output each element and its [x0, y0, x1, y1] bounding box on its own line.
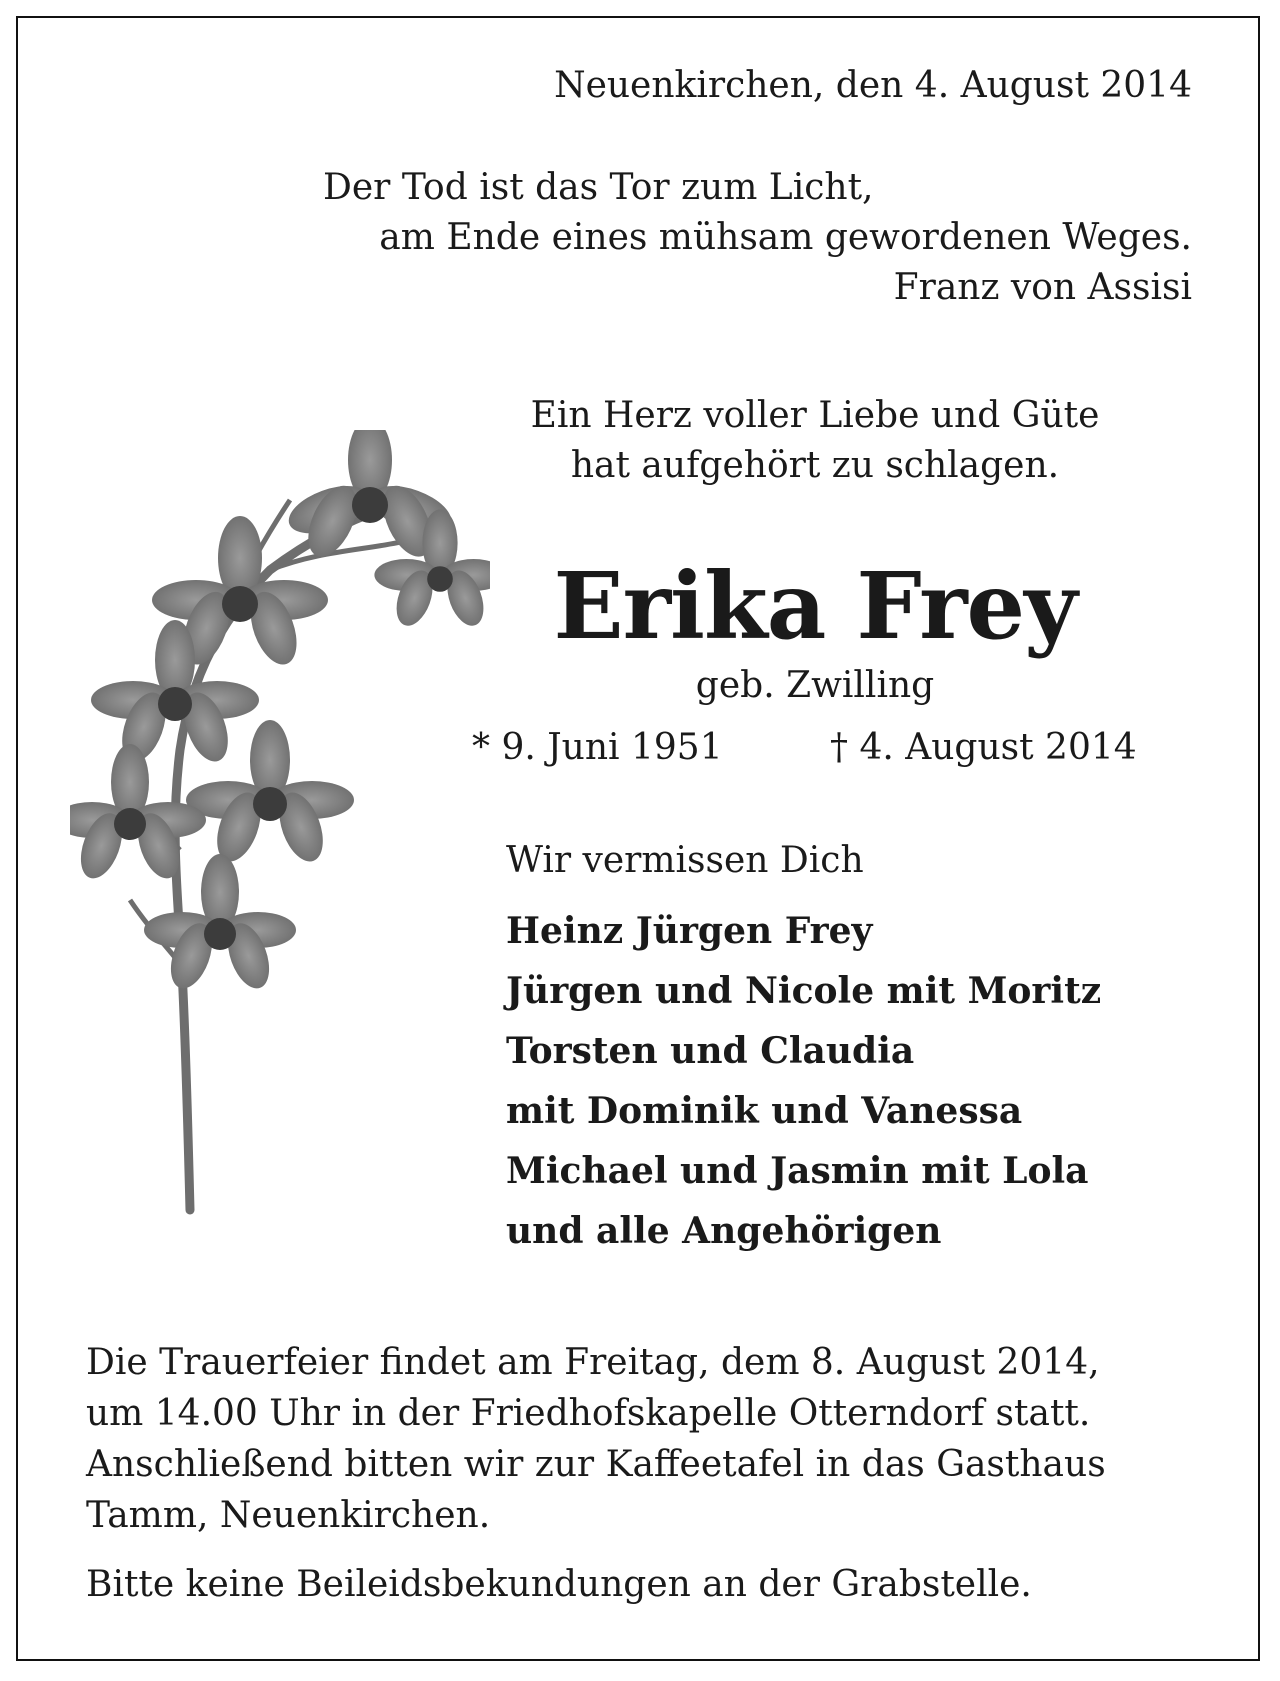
- mourner-name: Heinz Jürgen Frey: [506, 910, 873, 952]
- intro-line-1: Ein Herz voller Liebe und Güte: [530, 395, 1100, 436]
- quote-author: Franz von Assisi: [893, 267, 1192, 308]
- funeral-line-1: Die Trauerfeier findet am Freitag, dem 8. August 2014,: [86, 1342, 1100, 1383]
- funeral-line-2: um 14.00 Uhr in der Friedhofskapelle Otterndorf statt.: [86, 1393, 1091, 1434]
- mourner-name: Torsten und Claudia: [506, 1030, 915, 1072]
- death-date: † 4. August 2014: [830, 727, 1137, 768]
- maiden-name: geb. Zwilling: [695, 665, 935, 706]
- intro-line-2: hat aufgehört zu schlagen.: [570, 445, 1060, 486]
- deceased-name: Erika Frey: [553, 552, 1077, 660]
- mourner-name: und alle Angehörigen: [506, 1210, 942, 1252]
- birth-date: * 9. Juni 1951: [472, 727, 723, 768]
- mourner-name: mit Dominik und Vanessa: [506, 1090, 1023, 1132]
- quote-line-2: am Ende eines mühsam gewordenen Weges.: [379, 217, 1192, 258]
- mourner-name: Jürgen und Nicole mit Moritz: [506, 970, 1102, 1012]
- funeral-line-3: Anschließend bitten wir zur Kaffeetafel in das Gasthaus: [86, 1444, 1106, 1485]
- grave-note: Bitte keine Beileidsbekundungen an der Grabstelle.: [86, 1564, 1032, 1605]
- mourners-intro: Wir vermissen Dich: [506, 840, 864, 881]
- quote-line-1: Der Tod ist das Tor zum Licht,: [323, 167, 874, 208]
- funeral-line-4: Tamm, Neuenkirchen.: [86, 1495, 491, 1536]
- orchid-branch-icon: [70, 430, 490, 1220]
- mourner-name: Michael und Jasmin mit Lola: [506, 1150, 1089, 1192]
- place-date: Neuenkirchen, den 4. August 2014: [554, 65, 1192, 106]
